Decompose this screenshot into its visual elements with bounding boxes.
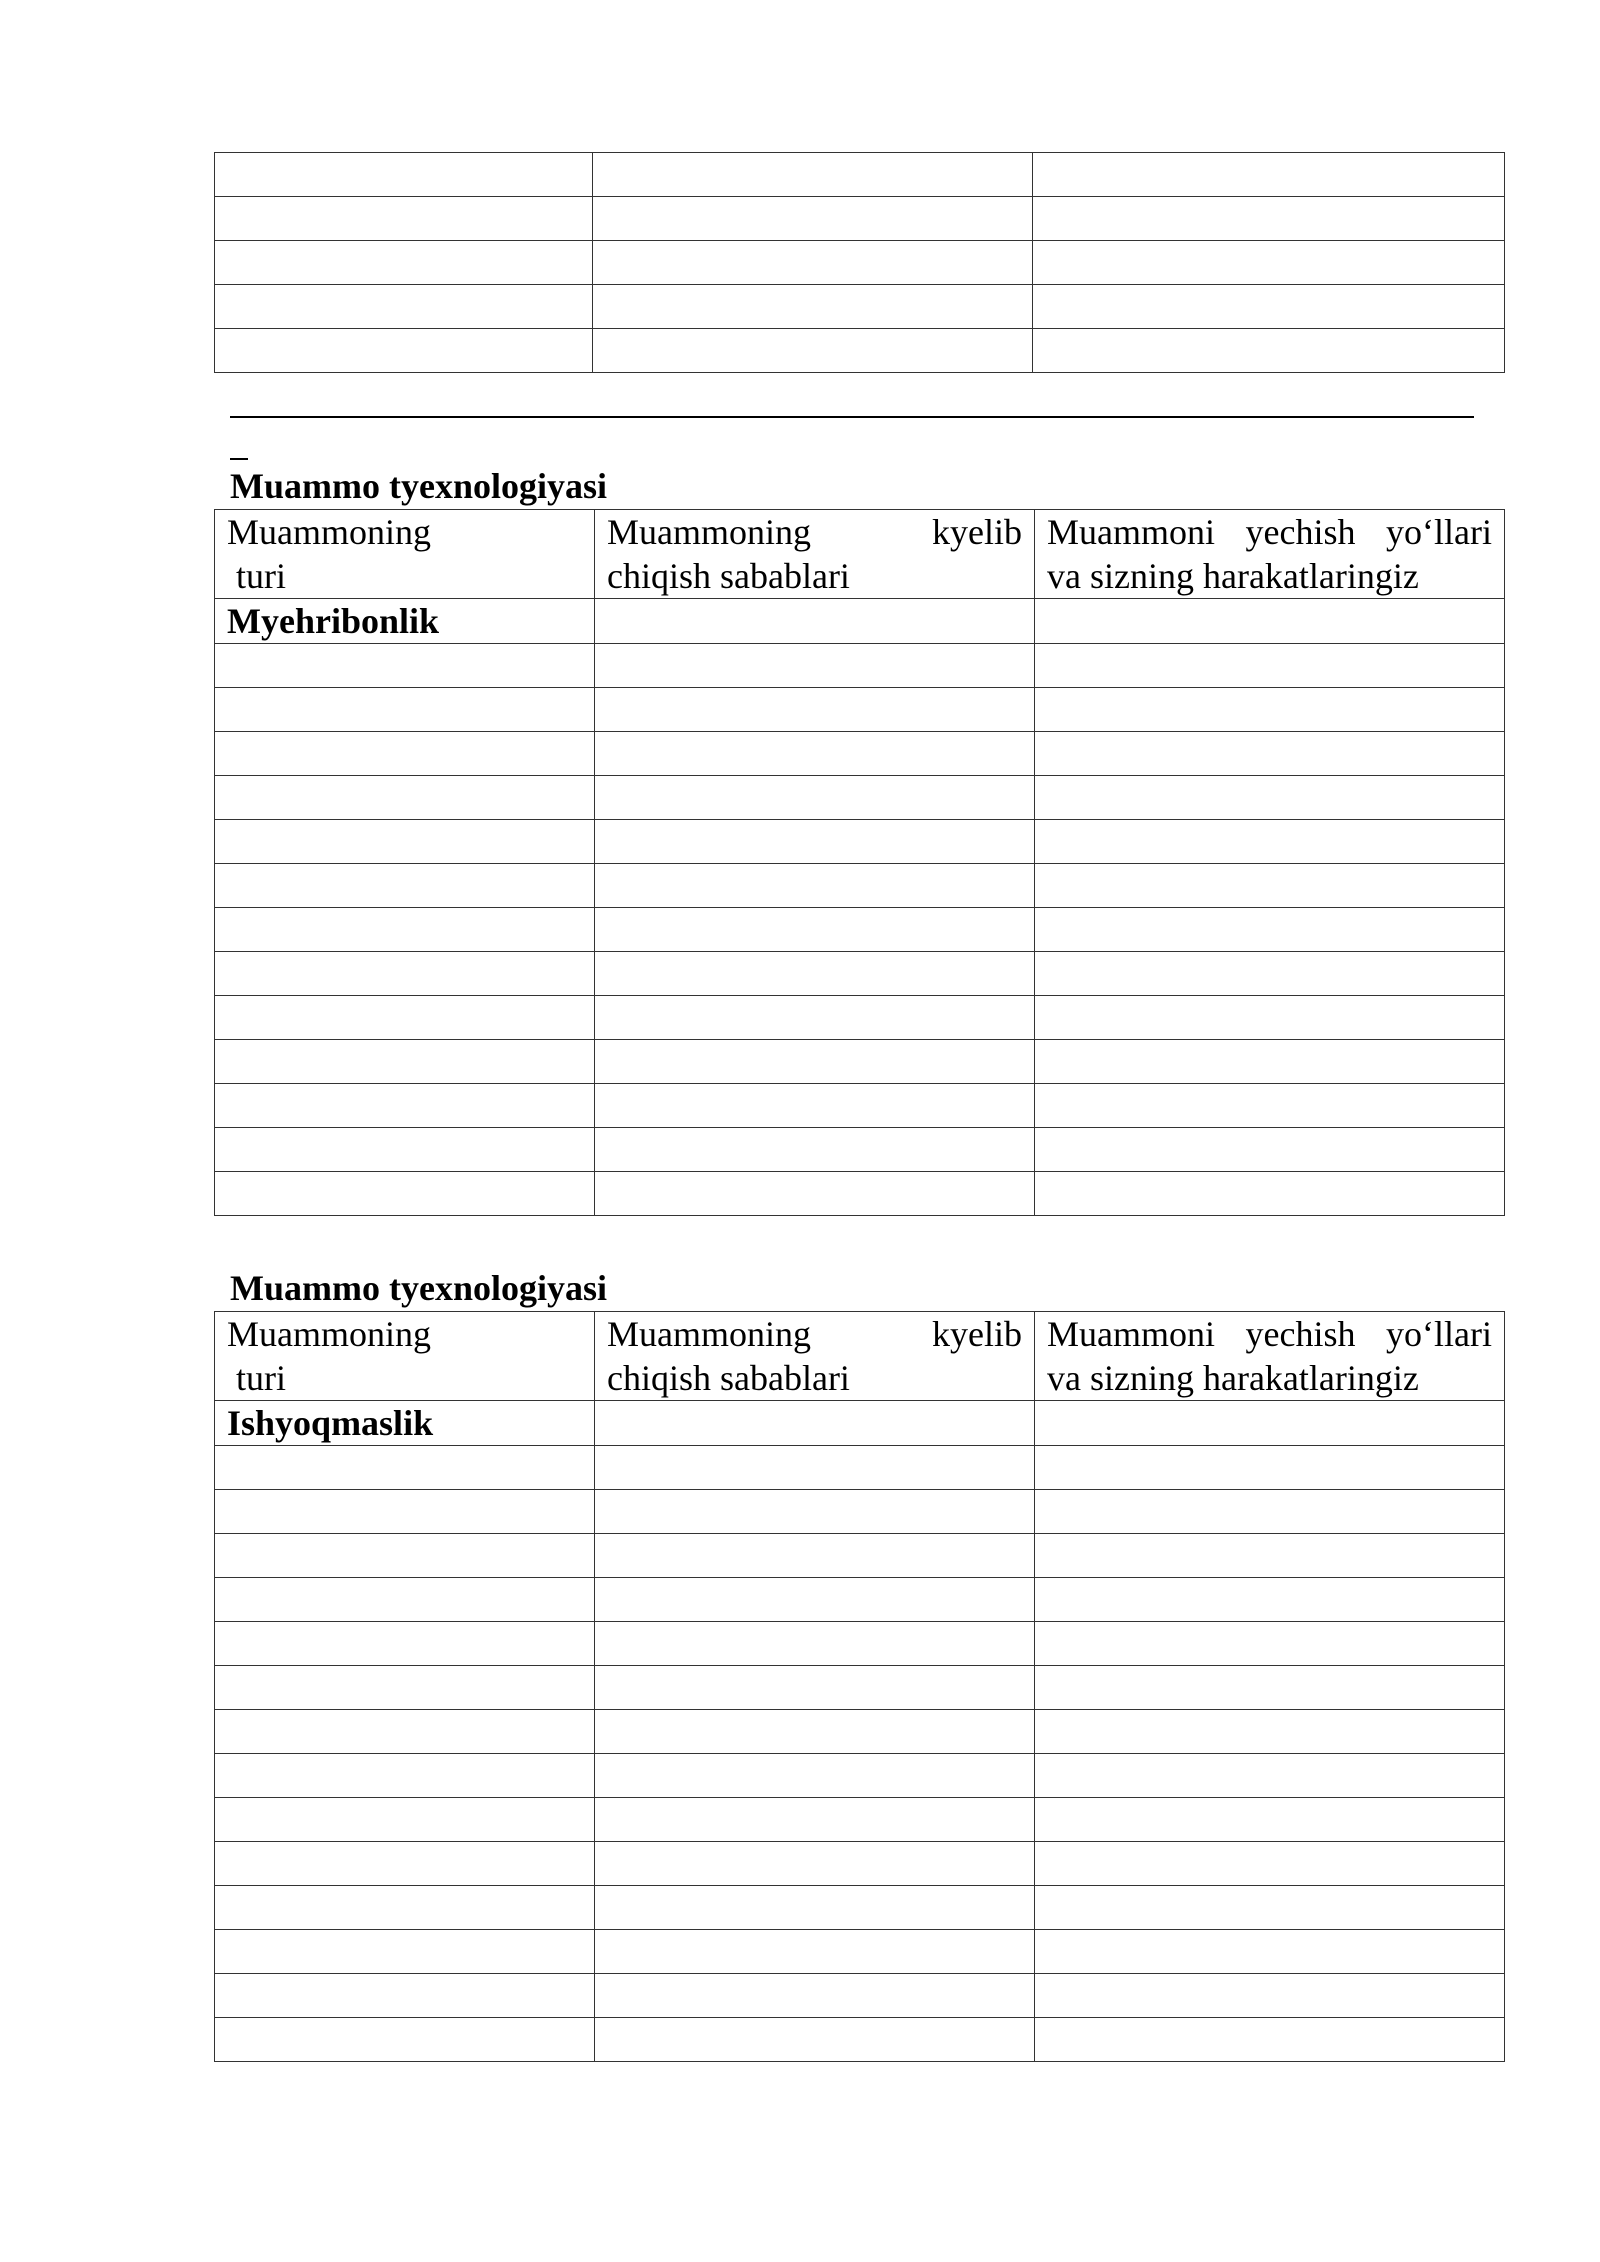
header-problem-causes: Muammoning kyelib chiqish sabablari bbox=[595, 510, 1035, 599]
table-row bbox=[215, 599, 1505, 644]
table-row bbox=[215, 820, 1505, 864]
table-row bbox=[215, 952, 1505, 996]
table-row bbox=[215, 2018, 1505, 2062]
header-problem-type: Muammoning turi bbox=[215, 1312, 595, 1401]
table-header-row bbox=[215, 1312, 1505, 1401]
table-row bbox=[215, 1534, 1505, 1578]
table-row bbox=[215, 1798, 1505, 1842]
table-row bbox=[215, 1842, 1505, 1886]
table-row bbox=[215, 864, 1505, 908]
table-row bbox=[215, 1666, 1505, 1710]
table-row bbox=[215, 1446, 1505, 1490]
table-row bbox=[215, 1710, 1505, 1754]
problem-table-2 bbox=[214, 1311, 1505, 2062]
problem-type-label: Myehribonlik bbox=[215, 599, 595, 644]
separator-dash bbox=[230, 458, 248, 460]
separator-line bbox=[230, 416, 1474, 418]
header-problem-solutions: Muammoni yechish yo‘llari va sizning harakatlaringiz bbox=[1035, 1312, 1505, 1401]
table-row bbox=[215, 732, 1505, 776]
problem-type-label: Ishyoqmaslik bbox=[215, 1401, 595, 1446]
table-row bbox=[215, 776, 1505, 820]
table-row bbox=[215, 1172, 1505, 1216]
table-row bbox=[215, 1886, 1505, 1930]
table-row bbox=[215, 1084, 1505, 1128]
table-row bbox=[215, 1754, 1505, 1798]
table-row bbox=[215, 197, 1505, 241]
table-row bbox=[215, 996, 1505, 1040]
table-row bbox=[215, 1128, 1505, 1172]
table-row bbox=[215, 688, 1505, 732]
table-row bbox=[215, 1040, 1505, 1084]
table-row bbox=[215, 1930, 1505, 1974]
table-header-row bbox=[215, 510, 1505, 599]
section-title: Muammo tyexnologiyasi bbox=[230, 466, 607, 506]
header-problem-type: Muammoning turi bbox=[215, 510, 595, 599]
table-row bbox=[215, 644, 1505, 688]
table-row bbox=[215, 1622, 1505, 1666]
header-problem-solutions: Muammoni yechish yo‘llari va sizning harakatlaringiz bbox=[1035, 510, 1505, 599]
table-row bbox=[215, 241, 1505, 285]
table-row bbox=[215, 329, 1505, 373]
problem-table-1 bbox=[214, 509, 1505, 1216]
table-row bbox=[215, 153, 1505, 197]
table-row bbox=[215, 285, 1505, 329]
header-problem-causes: Muammoning kyelib chiqish sabablari bbox=[595, 1312, 1035, 1401]
table-row bbox=[215, 908, 1505, 952]
table-row bbox=[215, 1974, 1505, 2018]
top-empty-table bbox=[214, 152, 1505, 373]
table-row bbox=[215, 1401, 1505, 1446]
table-row bbox=[215, 1578, 1505, 1622]
section-title: Muammo tyexnologiyasi bbox=[230, 1268, 607, 1308]
table-row bbox=[215, 1490, 1505, 1534]
